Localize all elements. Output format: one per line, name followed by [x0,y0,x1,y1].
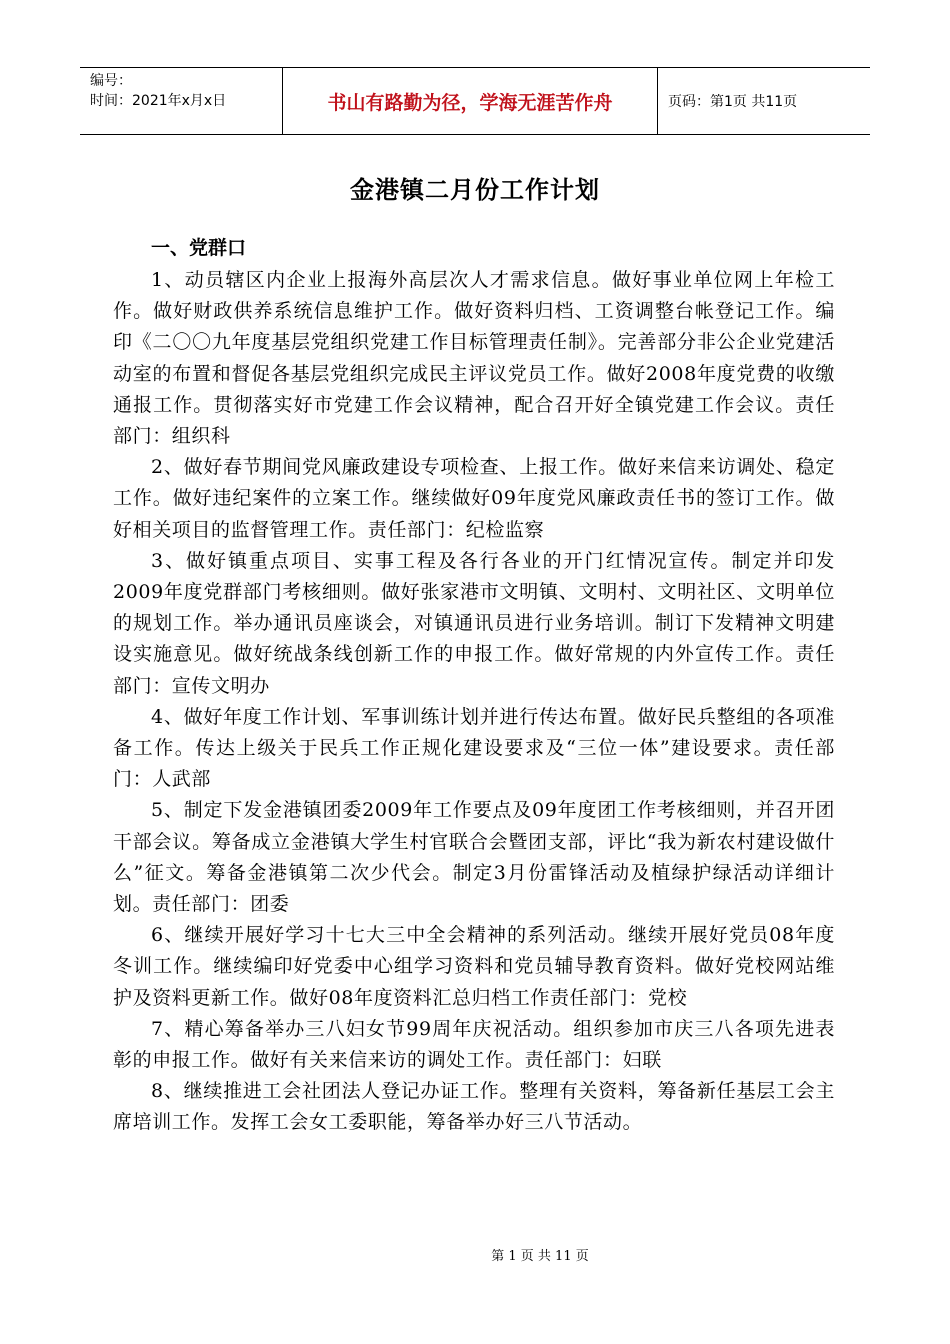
page-footer: 第 1 页 共 11 页 [491,1249,589,1264]
paragraph-5: 5、制定下发金港镇团委2009年工作要点及09年度团工作考核细则，并召开团干部会议。筹备成立金港镇大学生村官联合会暨团支部，评比“我为新农村建设做什么”征文。筹备金港镇第二次少代会。制定3月份雷锋活动及植绿护绿活动详细计划。责任部门：团委 [113,799,835,916]
paragraph-2: 2、做好春节期间党风廉政建设专项检查、上报工作。做好来信来访调处、稳定工作。做好违纪案件的立案工作。继续做好09年度党风廉政责任书的签订工作。做好相关项目的监督管理工作。责任部门：纪检监察 [113,456,835,541]
paragraph-1: 1、动员辖区内企业上报海外高层次人才需求信息。做好事业单位网上年检工作。做好财政供养系统信息维护工作。做好资料归档、工资调整台帐登记工作。编印《二〇〇九年度基层党组织党建工作目标管理责任制》。完善部分非公企业党建活动室的布置和督促各基层党组织完成民主评议党员工作。做好2008年度党费的收缴通报工作。贯彻落实好市党建工作会议精神，配合召开好全镇党建工作会议。责任部门：组织科 [113,269,835,448]
motto-text: 书山有路勤为径，学海无涯苦作舟 [327,91,613,114]
paragraph-7: 7、精心筹备举办三八妇女节99周年庆祝活动。组织参加市庆三八各项先进表彰的申报工作。做好有关来信来访的调处工作。责任部门：妇联 [113,1017,835,1072]
document-title: 金港镇二月份工作计划 [350,176,600,204]
paragraph-8: 8、继续推进工会社团法人登记办证工作。整理有关资料，筹备新任基层工会主席培训工作。发挥工会女工委职能，筹备举办好三八节活动。 [113,1080,835,1134]
document-body [113,232,835,1139]
paragraph-4: 4、做好年度工作计划、军事训练计划并进行传达布置。做好民兵整组的各项准备工作。传达上级关于民兵工作正规化建设要求及“三位一体”建设要求。责任部门：人武部 [113,705,835,791]
header-meta [80,68,282,134]
paragraph-3: 3、做好镇重点项目、实事工程及各行各业的开门红情况宣传。制定并印发2009年度党群部门考核细则。做好张家港市文明镇、文明村、文明社区、文明单位的规划工作。举办通讯员座谈会，对镇通讯员进行业务培训。制订下发精神文明建设实施意见。做好统战条线创新工作的申报工作。做好常规的内外宣传工作。责任部门：宣传文明办 [113,549,835,697]
header-table [80,67,870,135]
header-motto [282,68,658,134]
section-heading: 一、党群口 [151,237,247,259]
time-label: 时间：2021年x月x日 [90,93,227,109]
page-info-text: 页码：第1页 共11页 [668,94,798,110]
paragraph-6: 6、继续开展好学习十七大三中全会精神的系列活动。继续开展好党员08年度冬训工作。继续编印好党委中心组学习资料和党员辅导教育资料。做好党校网站维护及资料更新工作。做好08年度资料汇总归档工作责任部门：党校 [113,924,835,1009]
header-page-info [658,68,870,134]
number-label: 编号： [90,73,132,89]
